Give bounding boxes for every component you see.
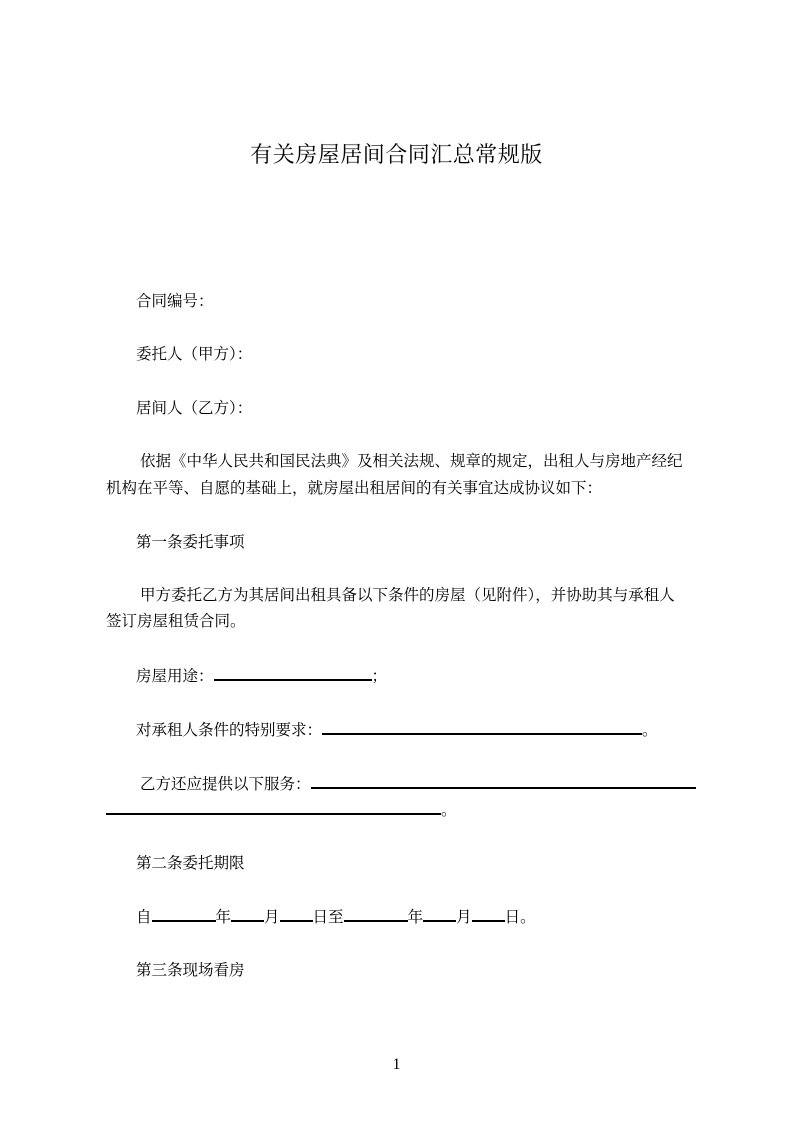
period-month-2: 月 xyxy=(456,908,472,926)
usage-line xyxy=(136,664,387,687)
start-month-blank xyxy=(231,905,264,922)
article-1-heading: 第一条委托事项 xyxy=(136,533,245,551)
services-line-2 xyxy=(106,798,457,821)
services-blank-1 xyxy=(311,772,696,789)
period-month: 月 xyxy=(264,908,280,926)
article-1-line-1: 甲方委托乙方为其居间出租具备以下条件的房屋（见附件），并协助其与承租人 xyxy=(140,586,675,604)
services-blank-2 xyxy=(106,798,441,815)
broker-party-label: 居间人（乙方）： xyxy=(136,399,253,417)
period-day-to: 日至 xyxy=(312,908,344,926)
tenant-requirements-line xyxy=(136,718,658,741)
period-day-end: 日。 xyxy=(504,908,536,926)
end-year-blank xyxy=(344,905,408,922)
start-day-blank xyxy=(280,905,313,922)
article-3-heading: 第三条现场看房 xyxy=(136,961,245,979)
term-period-line xyxy=(136,905,536,928)
services-label: 乙方还应提供以下服务： xyxy=(140,775,311,793)
end-month-blank xyxy=(423,905,456,922)
client-party-label: 委托人（甲方）： xyxy=(136,345,253,363)
period-year-2: 年 xyxy=(407,908,424,926)
tenant-requirements-label: 对承租人条件的特别要求： xyxy=(136,721,323,739)
page-number: 1 xyxy=(392,1056,401,1073)
article-2-heading: 第二条委托期限 xyxy=(136,854,245,872)
usage-label: 房屋用途： xyxy=(136,667,214,685)
end-day-blank xyxy=(472,905,505,922)
period-year: 年 xyxy=(215,908,232,926)
tenant-requirements-blank xyxy=(322,718,642,735)
intro-paragraph-line-1: 依据《中华人民共和国民法典》及相关法规、规章的规定，出租人与房地产经纪 xyxy=(140,452,683,470)
period-from: 自 xyxy=(136,908,152,926)
contract-number-label: 合同编号： xyxy=(136,292,214,310)
services-line-1 xyxy=(140,772,696,795)
article-1-line-2: 签订房屋租赁合同。 xyxy=(106,612,246,630)
start-year-blank xyxy=(152,905,216,922)
usage-blank xyxy=(214,664,372,681)
usage-end: ； xyxy=(371,667,388,685)
document-title: 有关房屋居间合同汇总常规版 xyxy=(250,143,543,168)
intro-paragraph-line-2: 机构在平等、自愿的基础上，就房屋出租居间的有关事宜达成协议如下： xyxy=(106,479,603,497)
services-end: 。 xyxy=(441,801,457,819)
tenant-requirements-end: 。 xyxy=(642,721,658,739)
